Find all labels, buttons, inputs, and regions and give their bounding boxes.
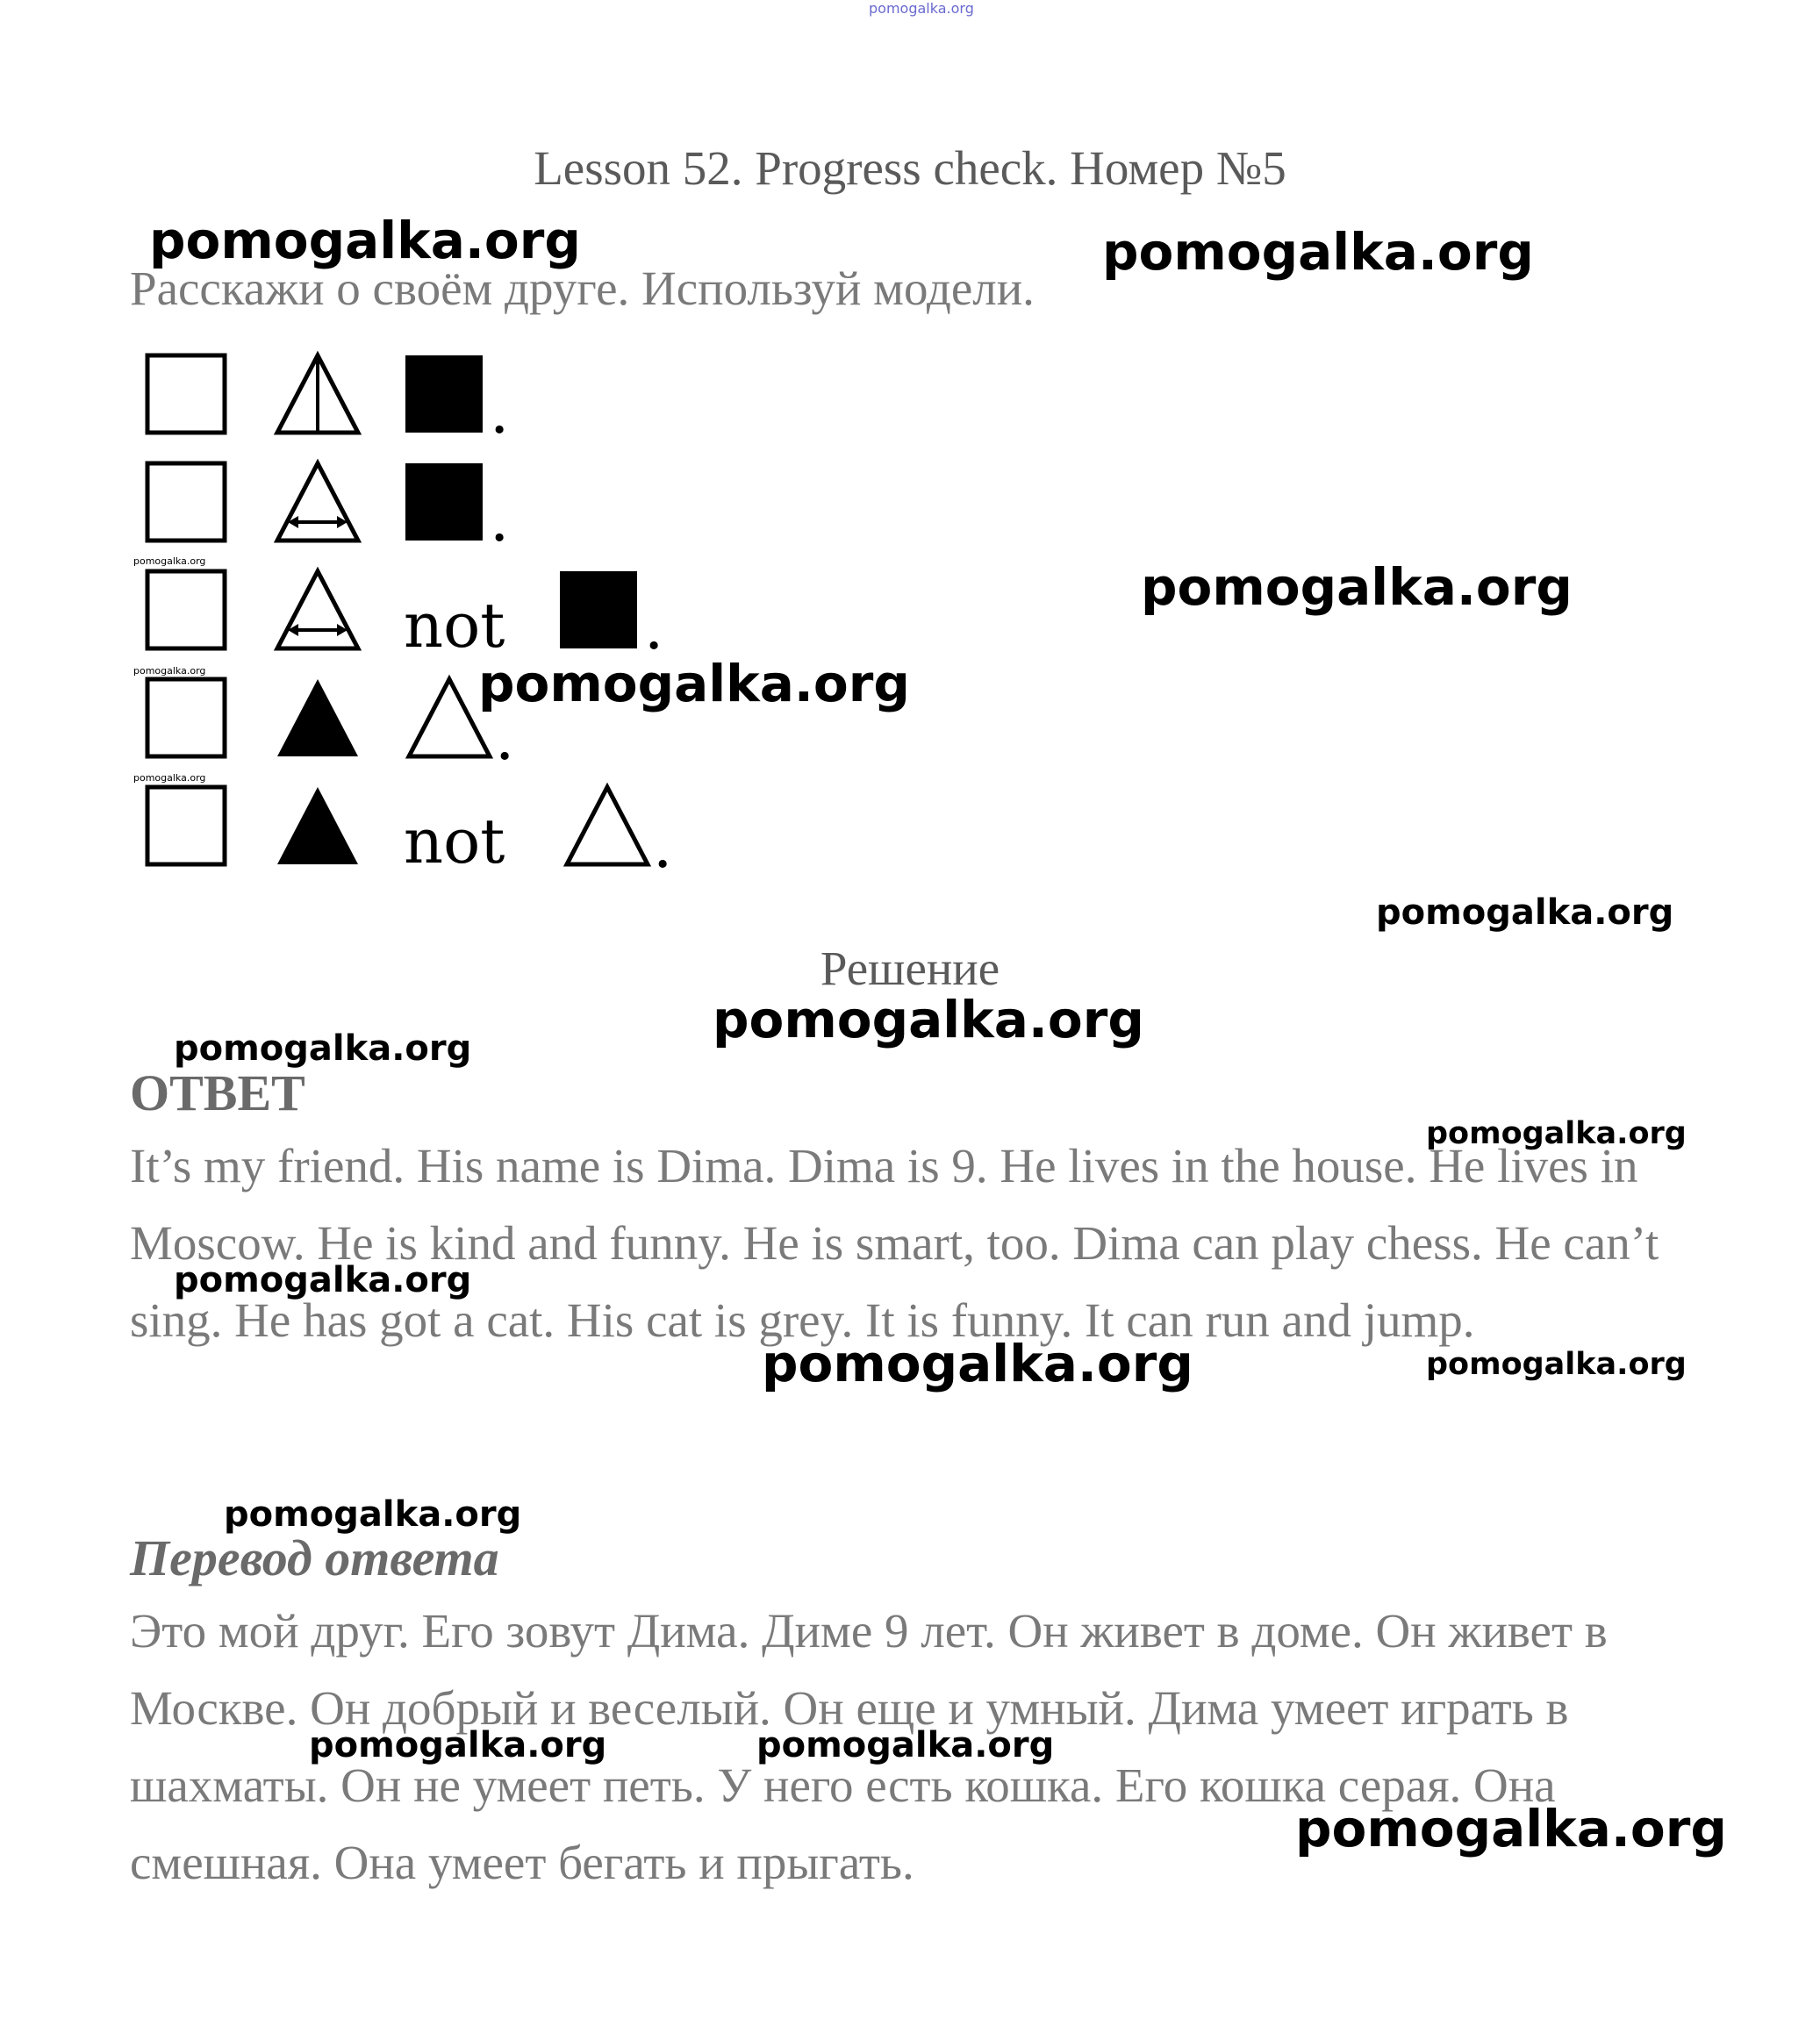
object-square-filled-icon (560, 571, 637, 648)
sentence-models (132, 338, 702, 882)
watermark: pomogalka.org (174, 1260, 472, 1300)
verb-triangle-arrows-icon (277, 571, 358, 648)
watermark: pomogalka.org (309, 1725, 607, 1765)
model-row-4 (147, 679, 514, 774)
watermark: pomogalka.org (133, 772, 206, 784)
model-row-1 (147, 355, 509, 448)
watermark: pomogalka.org (224, 1494, 522, 1535)
model-row-3-not: not (404, 590, 505, 662)
watermark: pomogalka.org (1376, 892, 1674, 933)
verb-triangle-arrows-icon (277, 463, 358, 541)
object-square-filled-icon (405, 355, 483, 433)
model-row-3-end: . (644, 591, 664, 663)
object-square-filled-icon (405, 463, 483, 541)
model-row-1-end: . (490, 376, 510, 448)
watermark: pomogalka.org (478, 654, 910, 713)
solution-heading: Решение (820, 942, 1000, 995)
watermark: pomogalka.org (1426, 1116, 1687, 1151)
page-title: Lesson 52. Progress check. Номер №5 (534, 141, 1286, 195)
subject-square-icon (147, 679, 225, 756)
model-row-5 (147, 787, 672, 882)
watermark: pomogalka.org (133, 665, 206, 677)
translation-text: Это мой друг. Его зовут Дима. Диме 9 лет. Он живет в доме. Он живет в Москве. Он добрый и веселый. Он еще и умный. Дима умеет играть в шахматы. Он не умеет петь. У него есть кошка. Его кошка серая. Она смешная. Она умеет бегать и прыгать. (130, 1604, 1608, 1889)
model-row-3 (147, 571, 663, 663)
model-row-2-end: . (490, 483, 510, 555)
watermark: pomogalka.org (174, 1028, 472, 1069)
watermark: pomogalka.org (1295, 1799, 1727, 1858)
model-row-5-end: . (653, 810, 673, 882)
model-row-2 (147, 463, 509, 555)
answer-text: It’s my friend. His name is Dima. Dima is 9. He lives in the house. He lives in Moscow. He is kind and funny. He is smart, too. Dima can play chess. He can’t sing. He has got a cat. His cat is grey. It is funny. It can run and jump. (130, 1139, 1659, 1347)
watermark: pomogalka.org (756, 1725, 1055, 1765)
watermark: pomogalka.org (133, 555, 206, 567)
verb-triangle-divided-icon (277, 355, 358, 433)
verb-triangle-filled-icon (277, 679, 358, 756)
watermark: pomogalka.org (1141, 557, 1573, 617)
watermark: pomogalka.org (149, 211, 581, 270)
subject-square-icon (147, 355, 225, 433)
translation-heading: Перевод ответа (130, 1529, 499, 1586)
model-row-5-not: not (404, 806, 505, 877)
verb-triangle-filled-icon (277, 787, 358, 864)
adjective-triangle-outline-icon (567, 787, 648, 864)
task-instruction: Расскажи о своём друге. Используй модели. (130, 261, 1035, 315)
answer-heading: ОТВЕТ (130, 1064, 305, 1121)
watermark: pomogalka.org (762, 1334, 1193, 1393)
watermark: pomogalka.org (1102, 222, 1534, 282)
watermark: pomogalka.org (1426, 1347, 1687, 1382)
site-link-top[interactable]: pomogalka.org (869, 0, 974, 17)
model-row-4-end: . (495, 702, 515, 774)
models-figure (132, 338, 702, 882)
subject-square-icon (147, 571, 225, 648)
subject-square-icon (147, 787, 225, 864)
watermark: pomogalka.org (713, 990, 1144, 1049)
subject-square-icon (147, 463, 225, 541)
